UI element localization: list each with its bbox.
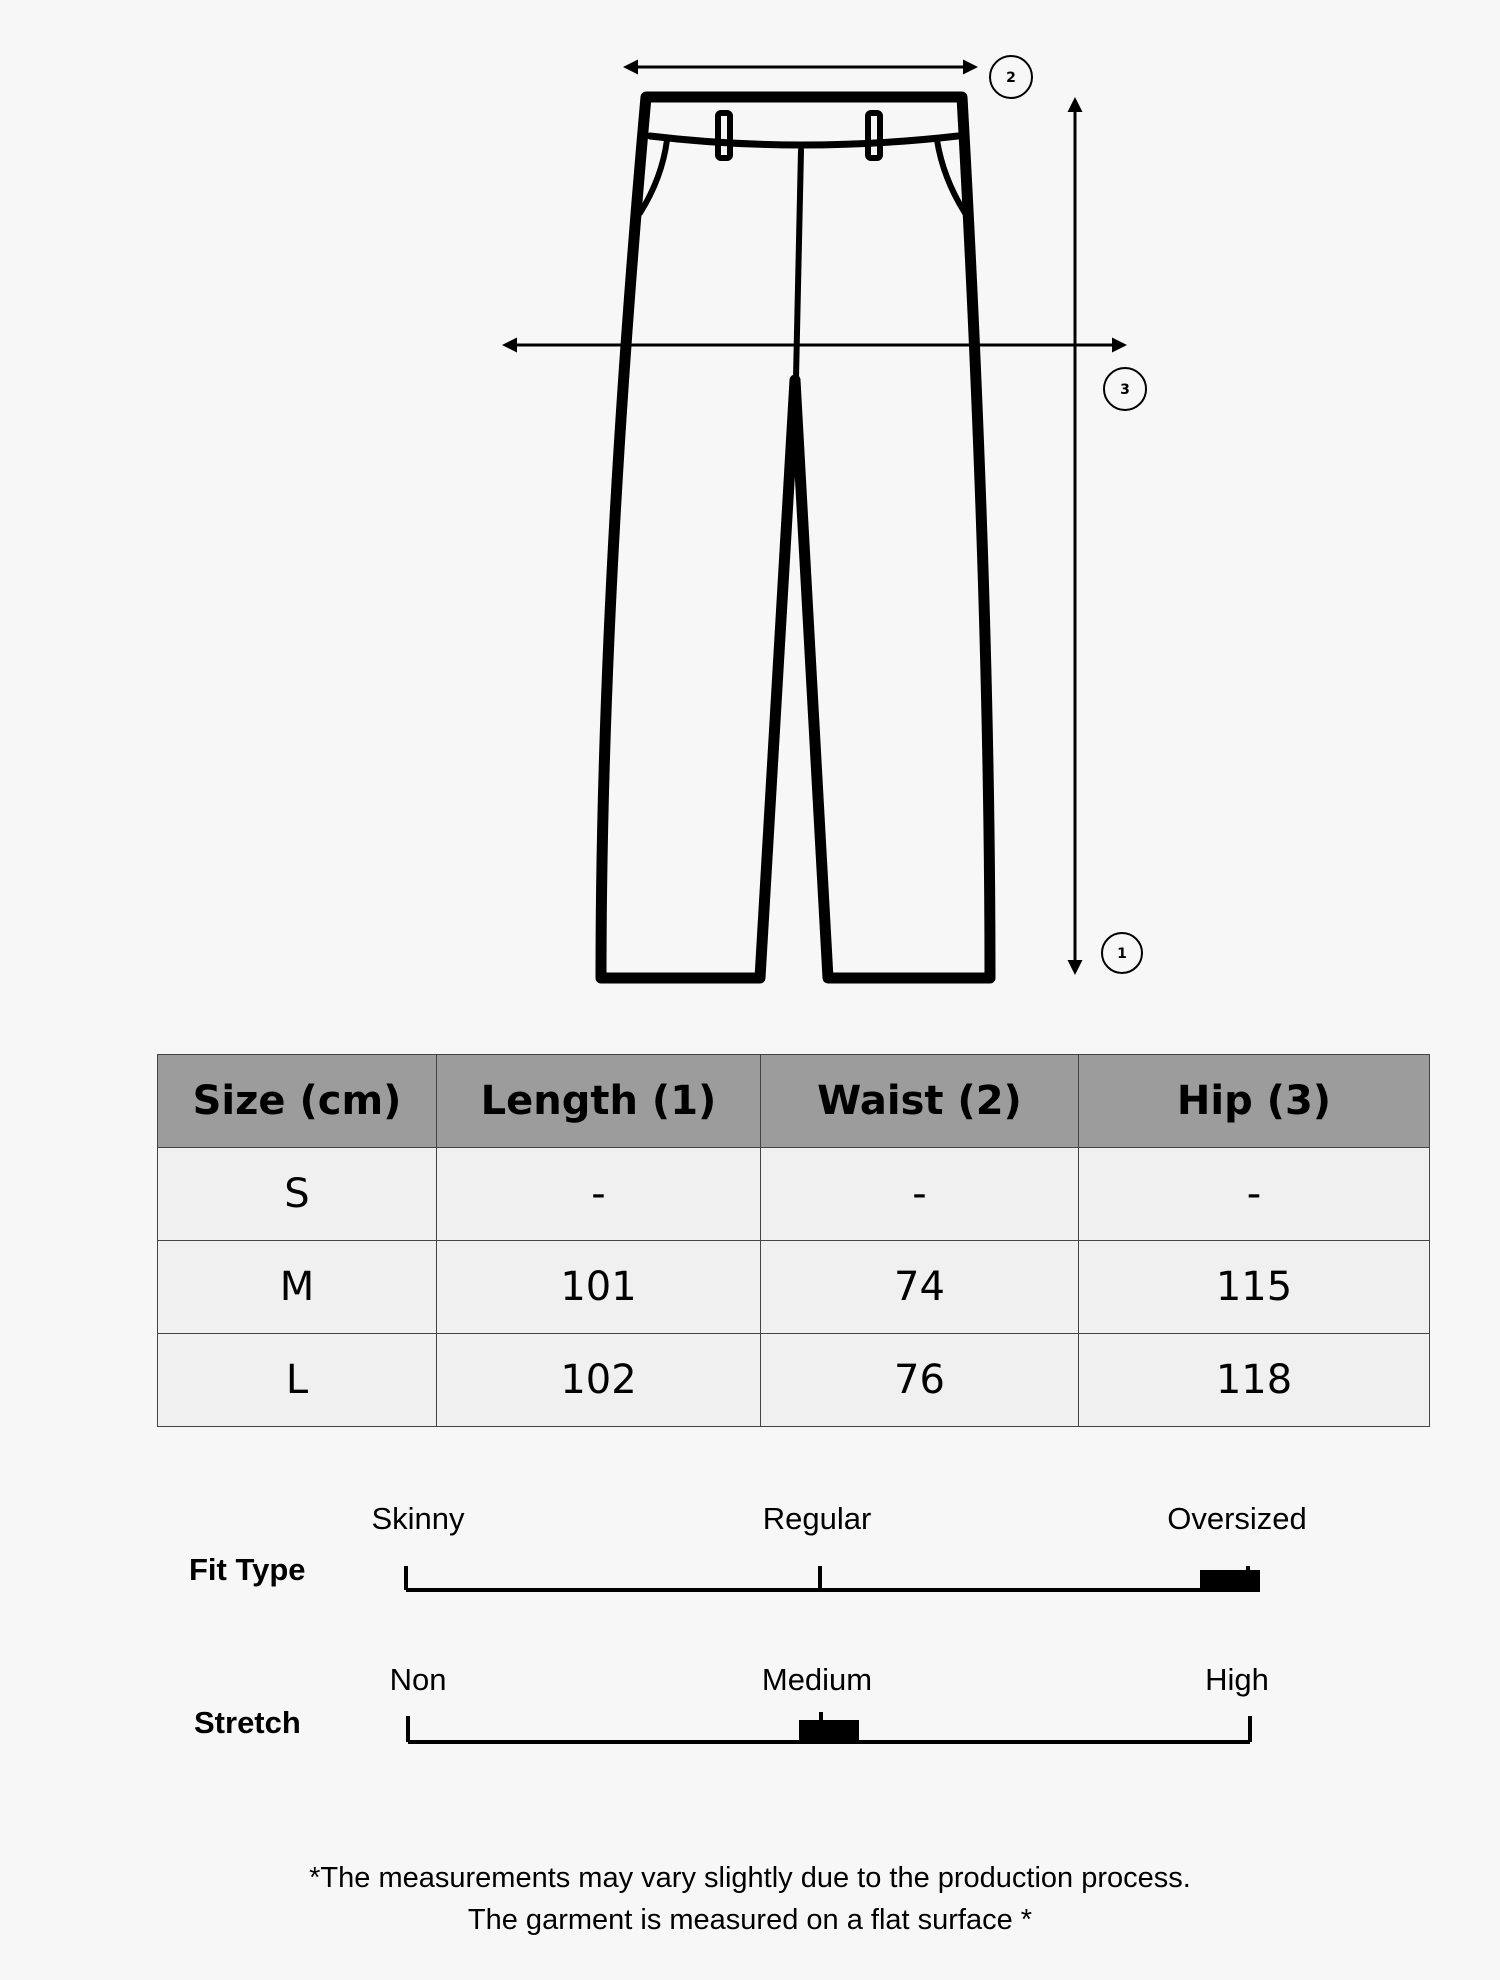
footnote-line-1: *The measurements may vary slightly due to the production process.: [309, 1862, 1191, 1894]
cell-hip: 115: [1079, 1241, 1430, 1334]
footnote-line-2: The garment is measured on a flat surface *: [467, 1904, 1033, 1936]
fit-type-title: Fit Type: [189, 1552, 306, 1587]
fit-type-label-oversized: Oversized: [1167, 1501, 1307, 1536]
length-marker-label: 1: [1117, 946, 1127, 962]
stretch-indicator: [799, 1720, 859, 1742]
header-size: Size (cm): [158, 1055, 437, 1148]
cell-waist: 74: [761, 1241, 1079, 1334]
cell-length: 102: [437, 1334, 761, 1427]
cell-length: -: [437, 1148, 761, 1241]
fit-type-indicator: [1200, 1570, 1260, 1592]
stretch-label-non: Non: [389, 1662, 447, 1697]
table-row: [158, 1334, 1430, 1427]
size-table: [157, 1054, 1430, 1427]
stretch-scale: [0, 1702, 1500, 1762]
table-row: [158, 1148, 1430, 1241]
cell-length: 101: [437, 1241, 761, 1334]
stretch-label-medium: Medium: [761, 1662, 873, 1697]
cell-waist: 76: [761, 1334, 1079, 1427]
cell-hip: 118: [1079, 1334, 1430, 1427]
table-header-row: [158, 1055, 1430, 1148]
footnote: [0, 1857, 1500, 1941]
waist-marker-label: 2: [1006, 70, 1016, 86]
cell-waist: -: [761, 1148, 1079, 1241]
header-length: Length (1): [437, 1055, 761, 1148]
header-hip: Hip (3): [1079, 1055, 1430, 1148]
stretch-title: Stretch: [194, 1705, 301, 1740]
cell-size: S: [158, 1148, 437, 1241]
table-row: [158, 1241, 1430, 1334]
trouser-icon: [601, 97, 990, 978]
cell-size: L: [158, 1334, 437, 1427]
cell-hip: -: [1079, 1148, 1430, 1241]
header-waist: Waist (2): [761, 1055, 1079, 1148]
fit-type-label-regular: Regular: [762, 1501, 872, 1536]
fit-type-scale: [0, 1550, 1500, 1610]
fit-type-label-skinny: Skinny: [371, 1501, 465, 1536]
cell-size: M: [158, 1241, 437, 1334]
stretch-label-high: High: [1205, 1662, 1269, 1697]
hip-marker-label: 3: [1120, 382, 1130, 398]
